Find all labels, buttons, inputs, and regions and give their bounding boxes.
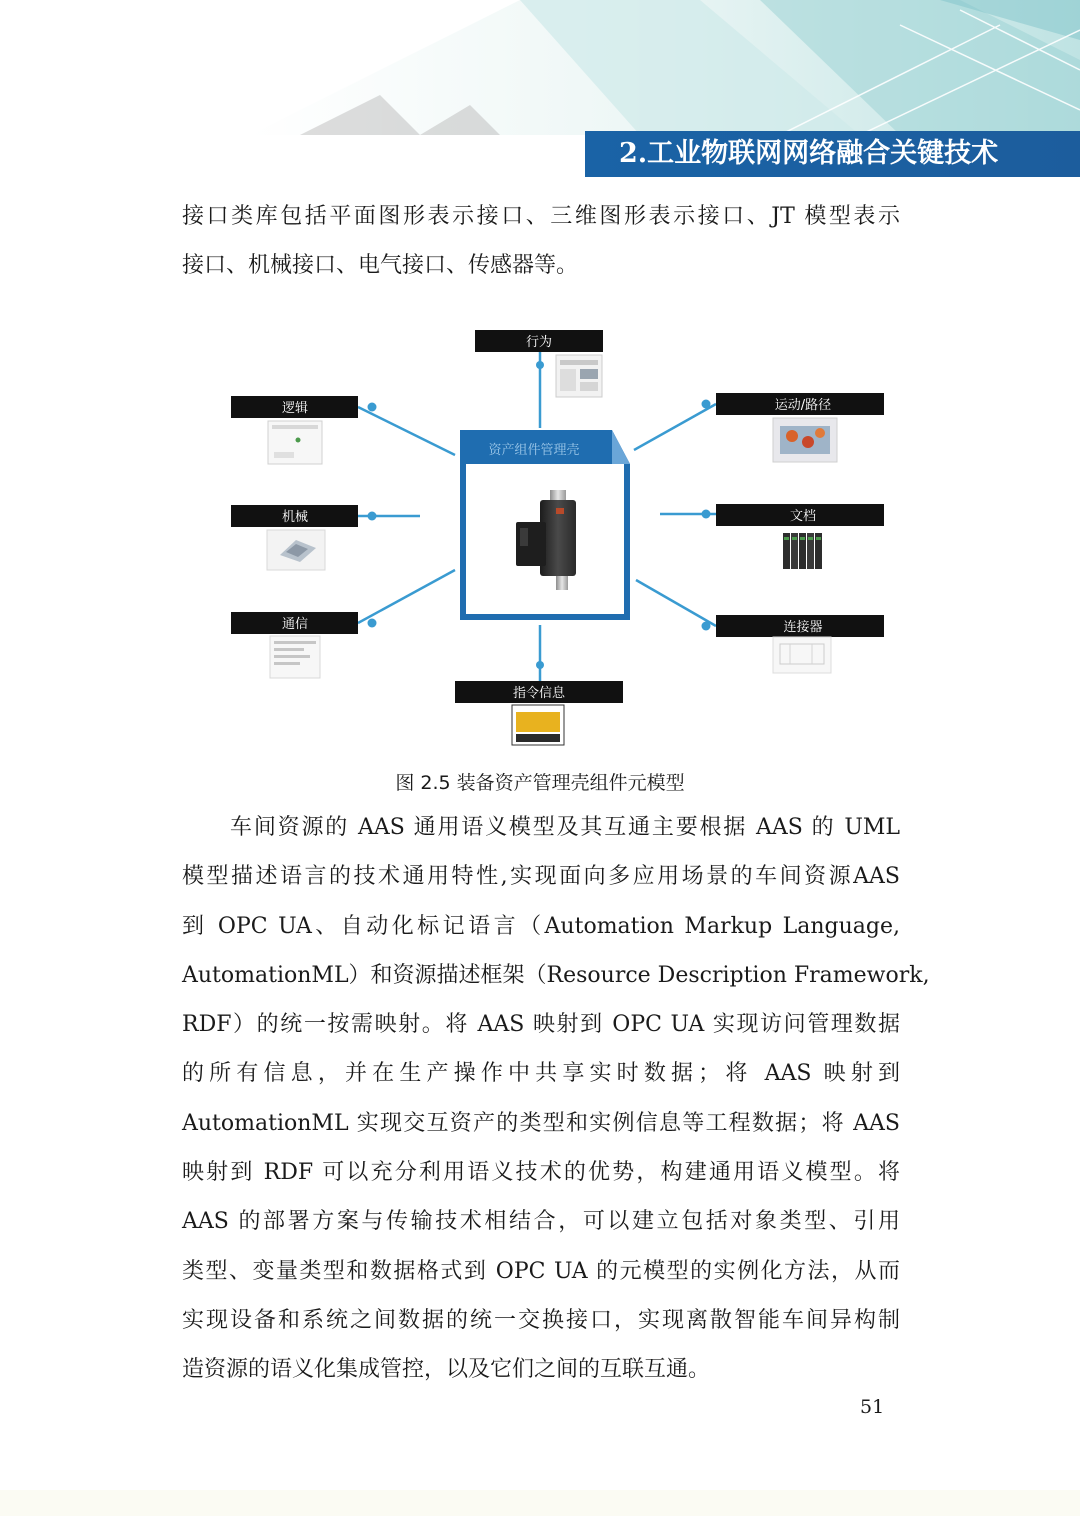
connector-line-motion [634,404,716,450]
text-line: 车间资源的 AAS 通用语义模型及其互通主要根据 AAS 的 UML [230,815,900,840]
aas-component-diagram [225,325,895,750]
text-line: 的所有信息，并在生产操作中共享实时数据；将 AAS 映射到 [182,1061,900,1087]
text-line: 到 OPC UA、自动化标记语言（Automation Markup Language, [182,913,900,939]
chapter-title-banner: 2.工业物联网网络融合关键技术 [585,131,1080,177]
text-line: 模型描述语言的技术通用特性,实现面向多应用场景的车间资源AAS [182,864,900,890]
thumbnail-connector [773,637,831,673]
thumbnail-communication [270,636,320,678]
text-line: AAS 的部署方案与传输技术相结合，可以建立包括对象类型、引用 [182,1209,900,1235]
node-label-connector: 连接器 [783,620,823,635]
text-line: 接口类库包括平面图形表示接口、三维图形表示接口、JT 模型表示 [182,204,900,229]
text-line: 实现设备和系统之间数据的统一交换接口，实现离散智能车间异构制 [182,1307,900,1333]
text-line: 映射到 RDF 可以充分利用语义技术的优势，构建通用语义模型。将 [182,1160,900,1186]
node-label-document: 文档 [789,509,817,524]
header-decoration [0,0,1080,135]
node-label-behavior: 行为 [525,335,553,350]
text-line: 接口、机械接口、电气接口、传感器等。 [182,253,579,279]
node-label-mechanical: 机械 [281,510,309,525]
intro-paragraph [182,192,900,291]
thumbnail-motion [773,418,837,462]
body-paragraph [182,803,930,1395]
text-line: AutomationML）和资源描述框架（Resource Description Framework, [182,962,930,988]
text-line: 类型、变量类型和数据格式到 OPC UA 的元模型的实例化方法，从而 [182,1258,900,1284]
text-line: RDF）的统一按需映射。将 AAS 映射到 OPC UA 实现访问管理数据 [182,1012,900,1038]
thumbnail-behavior [556,355,602,397]
thumbnail-mechanical [267,530,325,570]
connector-line-communication [358,570,455,623]
text-line: 造资源的语义化集成管控，以及它们之间的互联互通。 [182,1357,711,1383]
thumbnail-logic [268,421,322,464]
node-label-instruction: 指令信息 [512,686,566,701]
figure-caption: 图 2.5 装备资产管理壳组件元模型 [395,772,685,794]
node-label-logic: 逻辑 [281,401,309,416]
thumbnail-document [782,530,828,570]
connector-line-connector [636,580,716,626]
text-line: AutomationML 实现交互资产的类型和实例信息等工程数据；将 AAS [182,1110,900,1136]
page-number: 51 [860,1396,885,1418]
connector-line-logic [358,407,455,455]
center-label: 资产组件管理壳 [488,443,580,458]
footer-band [0,1490,1080,1516]
node-label-motion: 运动/路径 [774,398,832,413]
node-label-communication: 通信 [281,617,309,632]
thumbnail-instruction [512,705,564,745]
